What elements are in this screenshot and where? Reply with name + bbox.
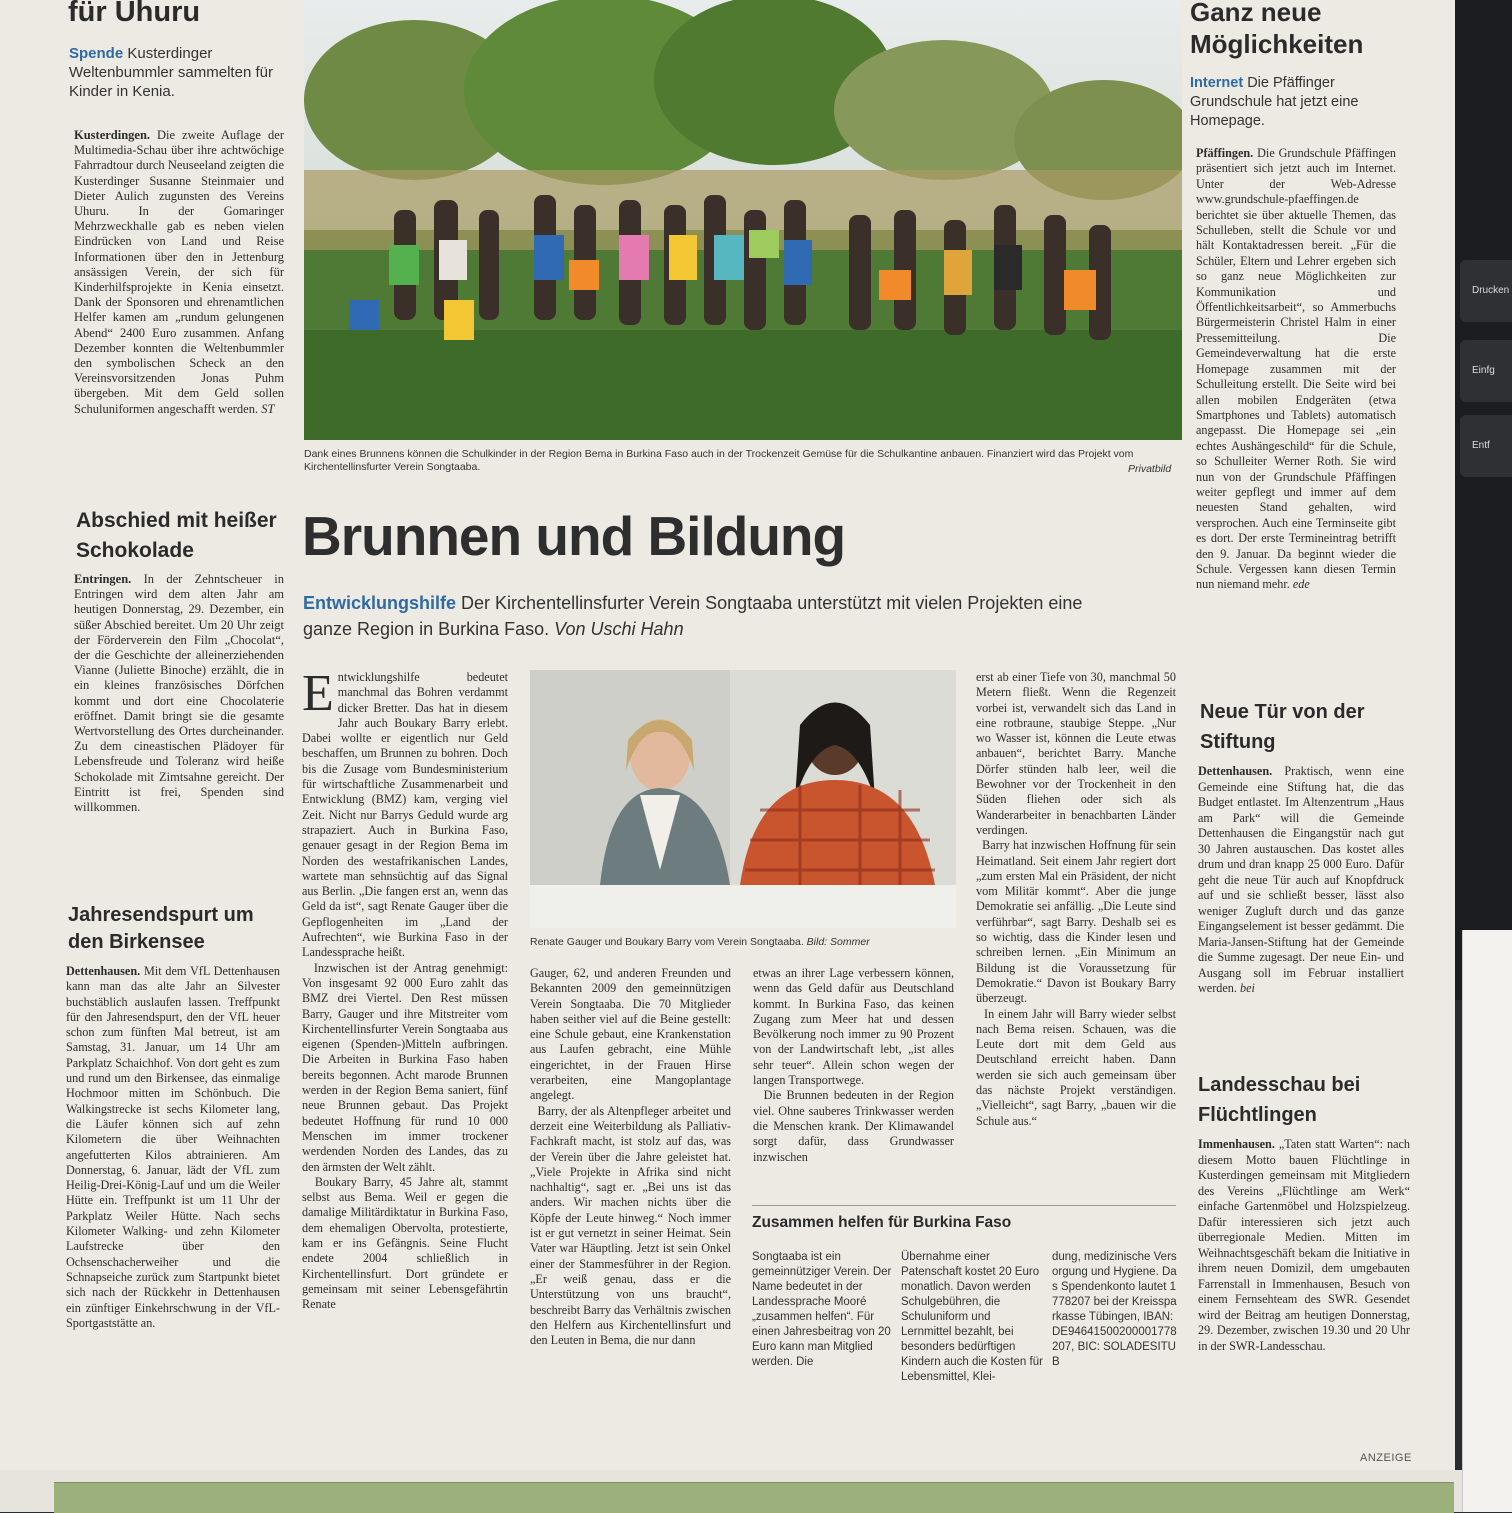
body-text: Praktisch, wenn eine Gemeinde eine Stiftung hat, die das Budget entlastet. Im Altenzentrum „Haus am Park“ will die Gemeinde Dettenhausen die Eingangstür nach gut 30 Jahren austauschen. Das kostet alles drum und dran knapp 25 000 Euro. Dafür geht die neue Tür auch auf Knopfdruck auf und sie schließt besser, lässt also weniger Zugluft durch und das ganze Eingangselement ist besser gedämmt. Die Maria-Jansen-Stiftung hat der Gemeinde die Summe zugesagt. Der neue Ein- und Ausgang soll im Februar installiert werden. (1198, 764, 1404, 995)
article-title-internet: Ganz neue Möglichkeiten (1190, 0, 1364, 59)
byline: Von Uschi Hahn (554, 619, 684, 639)
article-title-birkensee: Jahresendspurt um den Birkensee (68, 904, 254, 953)
main-col-1 (302, 665, 509, 1312)
body-text: In der Zehntscheuer in Entringen wird dem alten Jahr am heutigen Donnerstag, 29. Dezember, ein süßer Abschied bereitet. Um 20 Uhr zeigt der Förderverein den Film „Chocolat“, der die Geschichte der alleinerziehenden Vianne (Juliette Binoche) erzählt, die in ein kleines französisches Dörfchen kommt und dort eine Chocolaterie eröffnet. Damit bringt sie die gesamte Wertvorstellung des Ortes durcheinander. Zu dem cineastischen Plädoyer für Lebensfreude und Toleranz wird heiße Schokolade mit Zimtsahne gereicht. Der Eintritt ist frei, Spenden sind willkommen. (74, 572, 284, 815)
article-title-stiftung: Neue Tür von der Stiftung (1200, 701, 1365, 753)
body-text: etwas an ihrer Lage verbessern können, wenn das Geld dafür aus Deutschland kommt. In Burkina Faso, das keinen Zugang zum Meer hat und dessen Bevölkerung noch immer zu 90 Prozent von der Landwirtschaft lebt, „ist alles sehr teuer“. Allein schon wegen der langen Transportwege. (753, 966, 954, 1088)
ad-label: ANZEIGE (1360, 1452, 1412, 1464)
kicker-internet (1190, 74, 1390, 131)
article-title-landesschau: Landesschau bei Flüchtlingen (1198, 1074, 1361, 1126)
author: ede (1292, 577, 1310, 592)
article-title-uhuru: für Uhuru (68, 0, 201, 28)
photo-credit-children: Privatbild (1128, 463, 1172, 475)
body-text: ntwicklungshilfe bedeutet manchmal das Bohren verdammt dicker Bretter. Das hat in diesem Jahr auch Boukary Barry erlebt. Dabei wollte er eigentlich nur Geld beschaffen, um Brunnen zu bohren. Doch bis die Zusage vom Bundesministerium für wirtschaftliche Zusammenarbeit und Entwicklung (BMZ) kam, verging viel Zeit. Nicht nur Barrys Geduld wurde arg strapaziert. Auch in Burkina Faso, genauer gesagt in der Region Bema im Norden des westafrikanischen Landes, wartete man sehnsüchtig auf das Signal aus Berlin. „Die fangen erst an, wenn das Geld da ist“, sagt Renate Gauger über die Gepflogenheiten im „Land der Aufrechten“, wie Burkina Faso in der Landessprache heißt. (302, 670, 508, 960)
author: bei (1239, 981, 1255, 995)
body-text: Die Brunnen bedeuten in der Region viel. Ohne sauberes Trinkwasser werden die Menschen krank. Der Klimawandel sorgt dafür, dass Grundwasser inzwischen (753, 1088, 954, 1164)
photo-school-children (304, 0, 1182, 440)
photo-caption-gauger (530, 936, 960, 949)
dateline: Entringen. (74, 572, 132, 586)
key-label: Entf (1472, 440, 1490, 451)
body-text: Mit dem VfL Dettenhausen kann man das alte Jahr an Silvester buchstäblich auslaufen lassen. Treffpunkt für den Jahresendspurt, den der VfL heuer schon zum fünften Mal betreut, ist am Samstag, 31. Januar, um 14 Uhr am Parkplatz Schaichhof. Von dort geht es zum und rund um den Birkensee, das einmalige Hochmoor mitten im Schönbuch. Die Walkingstrecke ist sechs Kilometer lang, die Läufer können sich auf zehn Kilometern die über Weihnachten angefutterten Kilos abtrainieren. Am Donnerstag, 6. Januar, lädt der VfL zum Heilig-Drei-König-Lauf und um die Weiler Hütte ein. Treffpunkt ist um 11 Uhr der Parkplatz Weiler Hütte. Nach sechs Kilometer Walking- und zehn Kilometer Laufstrecke über den Ochsenschacherweiher und die Schnapseiche zurück zum Startpunkt bietet sich nach der Rückkehr in Dettenhausen ein zünftiger Einkehrschwung in der VfL-Sportgaststätte an. (66, 964, 280, 1330)
dateline: Immenhausen. (1198, 1137, 1275, 1151)
body-text: Die zweite Auflage der Multimedia-Schau über ihre achtwöchige Fahrradtour durch Neuseeland zeigten die Kusterdinger Susanne Steinmaier und Dieter Aulich zugunsten des Vereins Uhuru. In der Gomaringer Mehrzweckhalle gab es neben vielen Eindrücken von Land und Reise Informationen über den in Jettenburg ansässigen Verein, der sich für Kinderhilfsprojekte in Kenia einsetzt. Dank der Sponsoren und ehrenamtlichen Helfer kamen am „rundum gelungenen Abend“ 2400 Euro zusammen. Anfang Dezember konnten die Weltenbummler den symbolischen Scheck an den Vereinsvorsitzenden Jonas Puhm übergeben. Mit dem Geld sollen Schuluniformen angeschafft werden. (74, 128, 284, 416)
key-label: Einfg (1472, 365, 1495, 376)
photo-gauger-barry (530, 670, 956, 928)
kicker-text: Kusterdinger Weltenbummler sammelten für Kinder in Kenia. (69, 45, 273, 100)
body-text: Gauger, 62, und anderen Freunden und Bekannten 2009 den gemeinnützigen Verein Songtaaba. Die 70 Mitglieder haben seither viel auf die Beine gestellt: eine Schule gebaut, eine Krankenstation aus Laufen gebracht, eine Mühle eingerichtet, in der Frauen Hirse verarbeiten, eine Mangoplantage angelegt. (530, 966, 731, 1103)
infobox-rule (752, 1205, 1176, 1206)
key-label: Drucken (1472, 285, 1510, 296)
body-text: „Taten statt Warten“: nach diesem Motto bauen Flüchtlinge in Kusterdingen gemeinsam mit Mitgliedern des Vereins „Flüchtlinge am Werk“ einfache Gartenmöbel und Holzspielzeug. Dafür interessieren sich jetzt auch überregionale Medien. Mitten im Weihnachtsgeschäft bekam die Initiative in ihrem neuen Domizil, dem umgebauten Farrenstall in Immenhausen, Besuch von einem Fernsehteam des SWR. Gesendet wird der Beitrag am heutigen Donnerstag, 29. Dezember, zwischen 19.30 und 20 Uhr in der SWR-Landesschau. (1198, 1137, 1411, 1353)
body-text: Barry, der als Altenpfleger arbeitet und derzeit eine Weiterbildung als Palliativ-Fachkraft macht, ist stolz auf das, was der Verein über die Jahre geleistet hat. „Viele Projekte in Afrika sind nicht nachhaltig“, sagt er. „Bei uns ist das anders. Wir machen nichts über die Köpfe der Leute hinweg.“ Noch immer ist er gut vernetzt in seiner Heimat. Sein Vater war Häuptling. Jetzt ist sein Onkel einer der Stammesführer in der Region. „Er weiß genau, dass er die Unterstützung von uns braucht“, beschreibt Barry das Verhältnis zwischen den Helfern aus Kirchentellinsfurt und den Leuten in Bema, die nur dann (530, 1103, 732, 1348)
drop-cap: E (302, 665, 334, 722)
infobox-col-2: Übernahme einer Patenschaft kostet 20 Euro monatlich. Davon werden Schulgebühren, die Schuluniform und Lernmittel bezahlt, bei besonders bedürftigen Kindern auch die Kosten für Lebensmittel, Klei- (901, 1251, 1043, 1383)
article-body-landesschau (1198, 1137, 1410, 1354)
key-insert[interactable] (1460, 340, 1512, 402)
key-print[interactable] (1460, 260, 1512, 322)
body-text: Boukary Barry, 45 Jahre alt, stammt selbst aus Bema. Weil er gegen die damalige Militärdiktatur in Burkina Faso, dem ehemaligen Obervolta, protestierte, kam er ins Gefängnis. Seine Flucht endete 2004 schließlich in Kirchentellinsfurt. Dort gründete er gemeinsam mit seiner Lebensgefährtin Renate (302, 1174, 508, 1312)
kicker-text: Der Kirchentellinsfurter Verein Songtaaba unterstützt mit vielen Projekten eine ganze Region in Burkina Faso. (303, 593, 1083, 639)
main-kicker (303, 590, 1103, 642)
body-text: erst ab einer Tiefe von 30, manchmal 50 Metern fließt. Wenn die Regenzeit vorbei ist, verwandelt sich das Land in eine rotbraune, staubige Steppe. „Nur wo Wasser ist, können die Leute etwas anbauen“, berichtet Barry. Manche Dörfer stünden halb leer, weil die Bewohner vor der Trockenheit in den Süden fliehen oder sich als Wanderarbeiter in benachbarten Länder verdingen. (976, 670, 1176, 837)
author: ST (261, 401, 275, 416)
caption-text: Renate Gauger und Boukary Barry vom Verein Songtaaba. (530, 936, 804, 948)
photo-caption-children (304, 448, 1184, 474)
article-title-schokolade: Abschied mit heißer Schokolade (76, 509, 277, 562)
caption-text: Dank eines Brunnens können die Schulkinder in der Region Bema in Burkina Faso auch in der Trockenzeit Gemüse für die Schulkantine anbauen. Finanziert wird das Projekt vom Kirchentellinsfurter Verein Songtaaba. (304, 448, 1134, 473)
main-headline: Brunnen und Bildung (302, 505, 846, 567)
kicker-text: Die Pfäffinger Grundschule hat jetzt eine Homepage. (1190, 75, 1359, 129)
dateline: Dettenhausen. (1198, 764, 1273, 778)
main-col-3 (753, 966, 954, 1165)
kicker-tag: Spende (69, 45, 124, 62)
body-text: Barry hat inzwischen Hoffnung für sein Heimatland. Seit einem Jahr regiert dort „zum ersten Mal ein Präsident, der nicht vom Militär kommt“. Aber die junge Demokratie sei anfällig. „Die Leute sind verführbar“, sagt Barry. Deshalb sei es so wichtig, dass die Kinder lesen und schreiben lernen. „Ein Minimum an Bildung ist die Voraussetzung für Demokratie.“ Davon ist Boukary Barry überzeugt. (976, 838, 1176, 1006)
notepad-edge (1462, 930, 1512, 1512)
body-text: Inzwischen ist der Antrag genehmigt: Von insgesamt 92 000 Euro zahlt das BMZ drei Viertel. Den Rest müssen Barry, Gauger und ihre Mitstreiter vom Kirchentellinsfurter Verein Songtaaba aus eigenen (Spenden-)Mitteln aufbringen. Die Arbeiten in Burkina Faso haben bereits begonnen. Acht marode Brunnen werden in der Region Bema saniert, fünf neue Brunnen gebaut. Das Projekt bedeutet Hoffnung für rund 10 000 Menschen im immer trockener werdenden Norden des Landes, das zu den ärmsten der Welt zählt. (302, 960, 509, 1174)
main-col-4 (976, 670, 1176, 1129)
main-col-2 (530, 966, 731, 1348)
advertisement-box (54, 1482, 1454, 1513)
kicker-uhuru (69, 44, 284, 101)
dateline: Dettenhausen. (66, 964, 141, 978)
key-delete[interactable] (1460, 415, 1512, 477)
article-body-internet (1196, 146, 1396, 593)
kicker-tag: Entwicklungshilfe (303, 593, 457, 613)
infobox-col-1: Songtaaba ist ein gemeinnütziger Verein. Der Name bedeutet in der Landessprache Mooré „zusammen helfen“. Für einen Jahresbeitrag von 20 Euro kann man Mitglied werden. Die (752, 1251, 892, 1368)
body-text: Die Grundschule Pfäffingen präsentiert sich jetzt auch im Internet. Unter der Web-Adresse www.grundschule-pfaeffingen.de berichtet sie über aktuelle Themen, das Schulleben, stellt die Schule vor und hält Kontaktadressen bereit. „Für die Schüler, Eltern und Lehrer ergeben sich so ganz neue Möglichkeiten zur Kommunikation und Öffentlichkeitsarbeit“, so Ammerbuchs Bürgermeisterin Christel Halm in einer Pressemitteilung. Die Gemeindeverwaltung hat die erste Homepage zusammen mit der Schulleitung erstellt. Die Seite wird bei allen mobilen Endgeräten (etwa Smartphones und Tablets) automatisch angepasst. Die Homepage sei „ein echtes Aushängeschild“ für die Schule, so Schulleiter Werner Roth. Sie wird nun von der Grundschule Pfäffingen weiter gepflegt und immer auf dem neuesten Stand gehalten, wird versprochen. Auch eine Terminseite gibt es dort. Der erste Termineintrag betrifft den 9. Januar. Da beginnt wieder die Schule. Vergessen kann diesen Termin nun niemand mehr. (1196, 146, 1397, 592)
kicker-tag: Internet (1190, 75, 1244, 91)
dateline: Pfäffingen. (1196, 146, 1254, 160)
dateline: Kusterdingen. (74, 128, 151, 142)
article-body-uhuru (74, 128, 284, 417)
keyboard-edge (1455, 0, 1512, 1000)
body-text: In einem Jahr will Barry wieder selbst nach Bema reisen. Schauen, was die Leute dort mit dem Geld aus Deutschland erreicht haben. Dann werden sie sich auch gemeinsam über das nächste Projekt verständigen. „Vielleicht“, sagt Barry, „bauen wir die Schule aus.“ (976, 1006, 1176, 1128)
photo-credit: Bild: Sommer (806, 936, 870, 948)
article-body-birkensee (66, 964, 280, 1331)
infobox-col-3: dung, medizinische Versorgung und Hygiene. Das Spendenkonto lautet 1778207 bei der Kreissparkasse Tübingen, IBAN: DE94641500200001778207, BIC: SOLADESITUB (1052, 1251, 1177, 1368)
infobox-title: Zusammen helfen für Burkina Faso (752, 1214, 1012, 1231)
article-body-stiftung (1198, 764, 1404, 997)
article-body-schokolade (74, 572, 284, 815)
